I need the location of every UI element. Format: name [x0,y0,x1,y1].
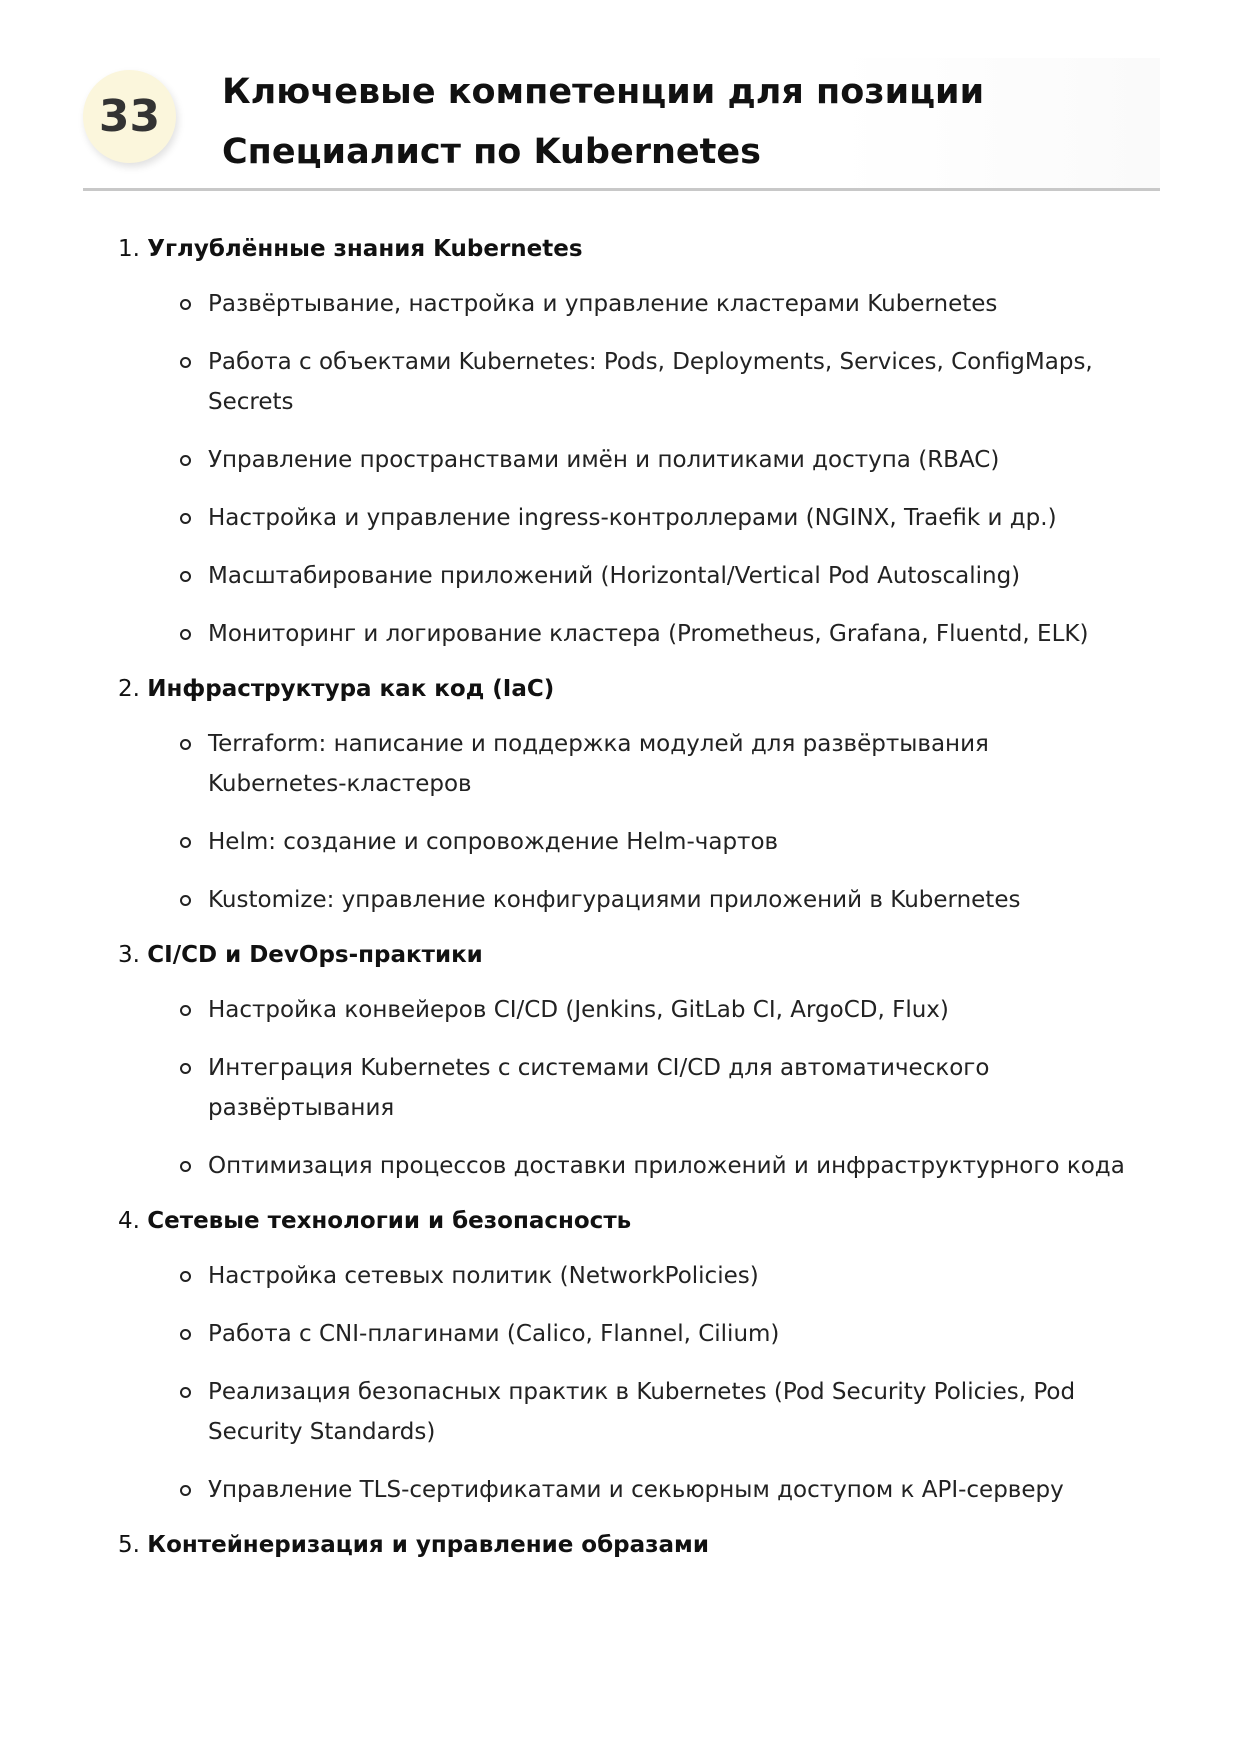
chapter-header [83,58,1160,191]
section-iac [118,666,1158,920]
section-heading [118,226,1158,272]
section-heading [118,932,1158,978]
bullet-circle-icon [180,1063,191,1074]
section-heading [118,1522,1158,1568]
bullet-circle-icon [180,837,191,848]
section-title: CI/CD и DevOps-практики [147,942,483,968]
list-item: Оптимизация процессов доставки приложений и инфраструктурного кода [118,1146,1158,1186]
bullet-circle-icon [180,629,191,640]
list-item: Мониторинг и логирование кластера (Prometheus, Grafana, Fluentd, ELK) [118,614,1158,654]
bullet-circle-icon [180,1005,191,1016]
bullet-circle-icon [180,1485,191,1496]
section-title: Углублённые знания Kubernetes [147,236,583,262]
list-item: Настройка и управление ingress-контроллерами (NGINX, Traefik и др.) [118,498,1158,538]
section-title: Инфраструктура как код (IaC) [147,676,555,702]
bullet-list [118,724,1158,920]
list-item: Управление TLS-сертификатами и секьюрным доступом к API-серверу [118,1470,1158,1510]
bullet-circle-icon [180,1271,191,1282]
list-item: Настройка конвейеров CI/CD (Jenkins, GitLab CI, ArgoCD, Flux) [118,990,1158,1030]
section-title: Сетевые технологии и безопасность [147,1208,632,1234]
list-item: Управление пространствами имён и политиками доступа (RBAC) [118,440,1158,480]
section-number: 3. [118,942,140,968]
bullet-circle-icon [180,1329,191,1340]
bullet-list [118,1256,1158,1510]
section-number: 1. [118,236,140,262]
list-item: Работа с объектами Kubernetes: Pods, Deployments, Services, ConfigMaps, Secrets [118,342,1158,422]
section-kubernetes-knowledge [118,226,1158,654]
bullet-circle-icon [180,1387,191,1398]
section-title: Контейнеризация и управление образами [147,1532,709,1558]
bullet-list [118,284,1158,654]
section-cicd [118,932,1158,1186]
section-heading [118,1198,1158,1244]
list-item: Работа с CNI-плагинами (Calico, Flannel, Cilium) [118,1314,1158,1354]
bullet-circle-icon [180,1161,191,1172]
bullet-circle-icon [180,513,191,524]
bullet-circle-icon [180,455,191,466]
list-item: Настройка сетевых политик (NetworkPolicies) [118,1256,1158,1296]
list-item: Kustomize: управление конфигурациями приложений в Kubernetes [118,880,1158,920]
section-network-security [118,1198,1158,1510]
section-heading [118,666,1158,712]
page-title: Ключевые компетенции для позиции Специалист по Kubernetes [222,72,985,172]
bullet-circle-icon [180,739,191,750]
section-number: 4. [118,1208,140,1234]
chapter-number-badge: 33 [83,70,176,163]
list-item: Масштабирование приложений (Horizontal/Vertical Pod Autoscaling) [118,556,1158,596]
list-item: Helm: создание и сопровождение Helm-чартов [118,822,1158,862]
list-item: Реализация безопасных практик в Kubernetes (Pod Security Policies, Pod Security Standards) [118,1372,1158,1452]
bullet-circle-icon [180,571,191,582]
section-number: 2. [118,676,140,702]
section-containerization [118,1522,1158,1568]
list-item: Terraform: написание и поддержка модулей для развёртывания Kubernetes-кластеров [118,724,1158,804]
list-item: Развёртывание, настройка и управление кластерами Kubernetes [118,284,1158,324]
section-number: 5. [118,1532,140,1558]
competency-list [118,226,1158,1568]
bullet-list [118,990,1158,1186]
bullet-circle-icon [180,299,191,310]
bullet-circle-icon [180,895,191,906]
bullet-circle-icon [180,357,191,368]
list-item: Интеграция Kubernetes с системами CI/CD для автоматического развёртывания [118,1048,1158,1128]
